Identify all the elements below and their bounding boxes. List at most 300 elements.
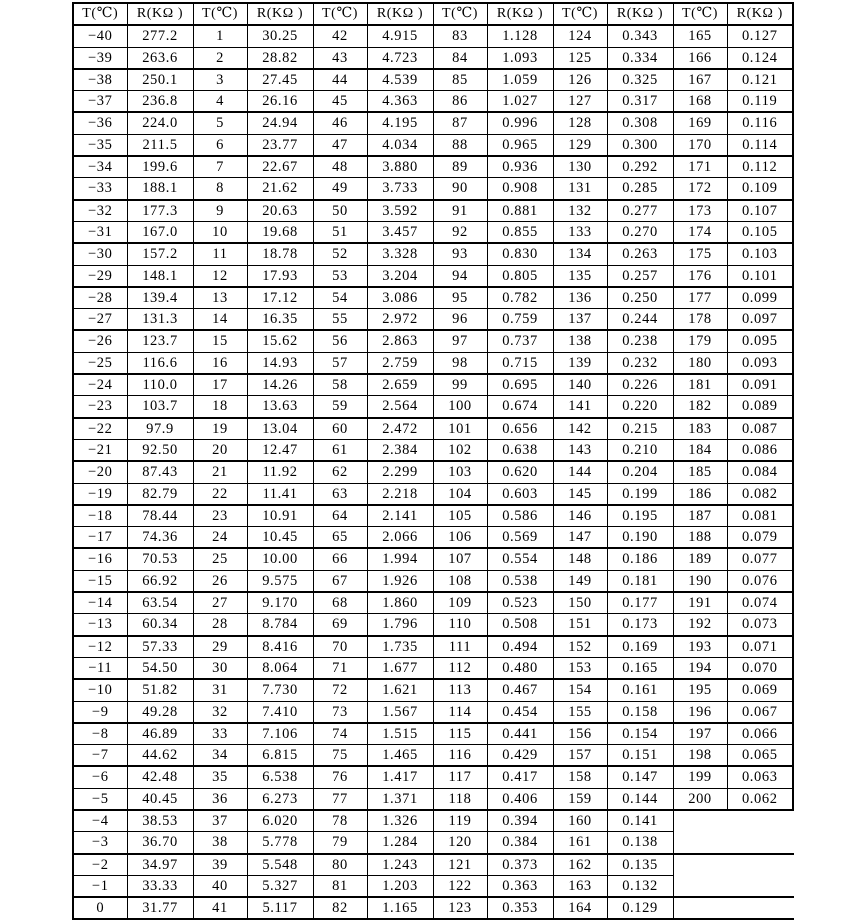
- table-row: [73, 723, 793, 745]
- cell-temperature: [673, 832, 727, 854]
- cell-temperature: 73: [313, 701, 367, 723]
- cell-temperature: 34: [193, 745, 247, 767]
- cell-temperature: 48: [313, 156, 367, 178]
- cell-temperature: 144: [553, 461, 607, 483]
- cell-resistance: 0.215: [607, 418, 673, 440]
- cell-resistance: 0.147: [607, 766, 673, 788]
- cell-resistance: 10.45: [247, 527, 313, 549]
- cell-resistance: 0.538: [487, 570, 553, 592]
- cell-temperature: 65: [313, 527, 367, 549]
- cell-temperature: 156: [553, 723, 607, 745]
- cell-resistance: 0.116: [727, 112, 793, 134]
- cell-resistance: 0.186: [607, 548, 673, 570]
- cell-temperature: 32: [193, 701, 247, 723]
- table-row: [73, 221, 793, 243]
- cell-temperature: 67: [313, 570, 367, 592]
- cell-temperature: 76: [313, 766, 367, 788]
- table-row: [73, 134, 793, 156]
- cell-resistance: 1.093: [487, 47, 553, 69]
- table-row: [73, 832, 793, 854]
- cell-temperature: −6: [73, 766, 127, 788]
- cell-temperature: 1: [193, 25, 247, 47]
- cell-temperature: 99: [433, 374, 487, 396]
- cell-resistance: 224.0: [127, 112, 193, 134]
- table-row: [73, 156, 793, 178]
- cell-resistance: 3.457: [367, 221, 433, 243]
- table-row: [73, 527, 793, 549]
- cell-temperature: −29: [73, 265, 127, 287]
- cell-temperature: 8: [193, 178, 247, 200]
- cell-temperature: 100: [433, 396, 487, 418]
- cell-temperature: 2: [193, 47, 247, 69]
- cell-temperature: 140: [553, 374, 607, 396]
- cell-temperature: [673, 810, 727, 832]
- cell-temperature: −10: [73, 679, 127, 701]
- cell-resistance: 0.181: [607, 570, 673, 592]
- cell-temperature: 33: [193, 723, 247, 745]
- cell-resistance: 2.141: [367, 505, 433, 527]
- cell-resistance: 0.277: [607, 200, 673, 222]
- cell-temperature: [673, 875, 727, 897]
- cell-temperature: 52: [313, 243, 367, 265]
- cell-temperature: 6: [193, 134, 247, 156]
- cell-temperature: 90: [433, 178, 487, 200]
- cell-resistance: 20.63: [247, 200, 313, 222]
- table-row: [73, 766, 793, 788]
- cell-temperature: 135: [553, 265, 607, 287]
- cell-temperature: 14: [193, 309, 247, 331]
- cell-resistance: [727, 810, 793, 832]
- cell-resistance: 63.54: [127, 592, 193, 614]
- cell-temperature: 164: [553, 897, 607, 919]
- table-row: [73, 69, 793, 91]
- column-header-temperature-5: T(℃): [553, 3, 607, 25]
- cell-temperature: 103: [433, 461, 487, 483]
- cell-temperature: 79: [313, 832, 367, 854]
- cell-resistance: 0.285: [607, 178, 673, 200]
- cell-resistance: 0.429: [487, 745, 553, 767]
- cell-resistance: 2.659: [367, 374, 433, 396]
- cell-temperature: 9: [193, 200, 247, 222]
- cell-resistance: 0.073: [727, 614, 793, 636]
- cell-resistance: [727, 897, 793, 919]
- cell-resistance: 1.284: [367, 832, 433, 854]
- cell-temperature: 167: [673, 69, 727, 91]
- cell-resistance: 6.538: [247, 766, 313, 788]
- table-row: [73, 330, 793, 352]
- cell-temperature: 108: [433, 570, 487, 592]
- column-header-temperature-3: T(℃): [313, 3, 367, 25]
- cell-temperature: 88: [433, 134, 487, 156]
- cell-resistance: 0.065: [727, 745, 793, 767]
- cell-resistance: [727, 875, 793, 897]
- cell-temperature: 81: [313, 875, 367, 897]
- cell-temperature: 124: [553, 25, 607, 47]
- table-row: [73, 483, 793, 505]
- cell-temperature: 37: [193, 810, 247, 832]
- cell-temperature: 60: [313, 418, 367, 440]
- cell-resistance: 0.177: [607, 592, 673, 614]
- cell-resistance: 1.165: [367, 897, 433, 919]
- cell-temperature: [673, 854, 727, 876]
- cell-temperature: −4: [73, 810, 127, 832]
- cell-resistance: 28.82: [247, 47, 313, 69]
- cell-temperature: 10: [193, 221, 247, 243]
- cell-resistance: 13.04: [247, 418, 313, 440]
- cell-temperature: −16: [73, 548, 127, 570]
- cell-resistance: 3.592: [367, 200, 433, 222]
- cell-resistance: [727, 832, 793, 854]
- cell-temperature: 165: [673, 25, 727, 47]
- table-header-row: [73, 3, 793, 25]
- cell-resistance: 0.394: [487, 810, 553, 832]
- cell-temperature: 172: [673, 178, 727, 200]
- cell-resistance: 0.195: [607, 505, 673, 527]
- cell-resistance: 0.226: [607, 374, 673, 396]
- cell-resistance: 0.936: [487, 156, 553, 178]
- cell-temperature: 146: [553, 505, 607, 527]
- cell-temperature: 18: [193, 396, 247, 418]
- table-row: [73, 178, 793, 200]
- cell-resistance: 0.343: [607, 25, 673, 47]
- cell-resistance: 2.863: [367, 330, 433, 352]
- cell-resistance: 0.124: [727, 47, 793, 69]
- cell-resistance: 0.656: [487, 418, 553, 440]
- cell-resistance: 19.68: [247, 221, 313, 243]
- cell-temperature: 19: [193, 418, 247, 440]
- column-header-resistance-4: R(KΩ ): [487, 3, 553, 25]
- cell-temperature: 123: [433, 897, 487, 919]
- cell-resistance: 0.129: [607, 897, 673, 919]
- cell-resistance: 116.6: [127, 352, 193, 374]
- cell-resistance: 10.00: [247, 548, 313, 570]
- cell-resistance: 46.89: [127, 723, 193, 745]
- cell-resistance: 0.441: [487, 723, 553, 745]
- cell-temperature: 134: [553, 243, 607, 265]
- cell-resistance: 0.523: [487, 592, 553, 614]
- cell-resistance: 6.815: [247, 745, 313, 767]
- cell-temperature: 119: [433, 810, 487, 832]
- cell-temperature: 131: [553, 178, 607, 200]
- cell-resistance: 6.273: [247, 788, 313, 810]
- cell-temperature: 86: [433, 91, 487, 113]
- cell-resistance: 5.327: [247, 875, 313, 897]
- cell-resistance: 3.880: [367, 156, 433, 178]
- cell-resistance: 3.204: [367, 265, 433, 287]
- cell-resistance: 0.300: [607, 134, 673, 156]
- cell-resistance: 0.103: [727, 243, 793, 265]
- cell-temperature: 62: [313, 461, 367, 483]
- cell-temperature: 38: [193, 832, 247, 854]
- cell-resistance: 7.410: [247, 701, 313, 723]
- cell-resistance: 4.723: [367, 47, 433, 69]
- cell-resistance: 0.151: [607, 745, 673, 767]
- cell-temperature: 137: [553, 309, 607, 331]
- cell-temperature: 29: [193, 636, 247, 658]
- cell-temperature: 105: [433, 505, 487, 527]
- cell-resistance: 30.25: [247, 25, 313, 47]
- cell-resistance: 0.070: [727, 657, 793, 679]
- cell-temperature: 68: [313, 592, 367, 614]
- cell-resistance: 0.996: [487, 112, 553, 134]
- cell-temperature: −28: [73, 287, 127, 309]
- cell-resistance: 199.6: [127, 156, 193, 178]
- cell-temperature: 70: [313, 636, 367, 658]
- cell-resistance: 2.759: [367, 352, 433, 374]
- cell-temperature: 179: [673, 330, 727, 352]
- table-row: [73, 897, 793, 919]
- cell-resistance: 0.334: [607, 47, 673, 69]
- cell-temperature: 22: [193, 483, 247, 505]
- cell-resistance: 14.93: [247, 352, 313, 374]
- cell-resistance: 0.173: [607, 614, 673, 636]
- cell-resistance: 0.603: [487, 483, 553, 505]
- table-row: [73, 701, 793, 723]
- cell-temperature: 190: [673, 570, 727, 592]
- cell-temperature: −19: [73, 483, 127, 505]
- cell-resistance: 0.263: [607, 243, 673, 265]
- cell-resistance: 0.965: [487, 134, 553, 156]
- cell-temperature: 197: [673, 723, 727, 745]
- cell-temperature: 153: [553, 657, 607, 679]
- cell-temperature: −35: [73, 134, 127, 156]
- cell-resistance: 0.569: [487, 527, 553, 549]
- cell-resistance: 2.299: [367, 461, 433, 483]
- cell-temperature: −15: [73, 570, 127, 592]
- column-header-temperature-4: T(℃): [433, 3, 487, 25]
- cell-resistance: 123.7: [127, 330, 193, 352]
- cell-resistance: 15.62: [247, 330, 313, 352]
- cell-resistance: 1.677: [367, 657, 433, 679]
- cell-temperature: −33: [73, 178, 127, 200]
- cell-temperature: 44: [313, 69, 367, 91]
- cell-temperature: −40: [73, 25, 127, 47]
- table-row: [73, 745, 793, 767]
- table-row: [73, 112, 793, 134]
- column-header-temperature-1: T(℃): [73, 3, 127, 25]
- cell-resistance: 0.099: [727, 287, 793, 309]
- cell-resistance: 0.165: [607, 657, 673, 679]
- cell-temperature: 176: [673, 265, 727, 287]
- cell-resistance: 0.620: [487, 461, 553, 483]
- cell-temperature: 194: [673, 657, 727, 679]
- cell-temperature: −31: [73, 221, 127, 243]
- table-row: [73, 657, 793, 679]
- column-header-temperature-6: T(℃): [673, 3, 727, 25]
- cell-resistance: 0.695: [487, 374, 553, 396]
- cell-temperature: −8: [73, 723, 127, 745]
- cell-resistance: 49.28: [127, 701, 193, 723]
- table-row: [73, 374, 793, 396]
- cell-resistance: 0.363: [487, 875, 553, 897]
- cell-resistance: 2.384: [367, 439, 433, 461]
- cell-resistance: 1.417: [367, 766, 433, 788]
- cell-temperature: −39: [73, 47, 127, 69]
- cell-temperature: 27: [193, 592, 247, 614]
- table-row: [73, 636, 793, 658]
- table-row: [73, 505, 793, 527]
- cell-temperature: −12: [73, 636, 127, 658]
- cell-resistance: 0.554: [487, 548, 553, 570]
- cell-temperature: −3: [73, 832, 127, 854]
- cell-temperature: 162: [553, 854, 607, 876]
- cell-temperature: 3: [193, 69, 247, 91]
- cell-temperature: 155: [553, 701, 607, 723]
- cell-resistance: 110.0: [127, 374, 193, 396]
- cell-resistance: 0.454: [487, 701, 553, 723]
- cell-resistance: [727, 854, 793, 876]
- cell-resistance: 0.135: [607, 854, 673, 876]
- cell-resistance: 0.084: [727, 461, 793, 483]
- cell-temperature: 93: [433, 243, 487, 265]
- cell-resistance: 157.2: [127, 243, 193, 265]
- cell-temperature: 195: [673, 679, 727, 701]
- cell-temperature: 53: [313, 265, 367, 287]
- cell-resistance: 0.079: [727, 527, 793, 549]
- cell-temperature: −23: [73, 396, 127, 418]
- cell-resistance: 11.92: [247, 461, 313, 483]
- cell-temperature: 28: [193, 614, 247, 636]
- cell-resistance: 0.715: [487, 352, 553, 374]
- cell-temperature: 104: [433, 483, 487, 505]
- cell-resistance: 7.730: [247, 679, 313, 701]
- cell-temperature: 198: [673, 745, 727, 767]
- column-header-resistance-6: R(KΩ ): [727, 3, 793, 25]
- cell-temperature: 171: [673, 156, 727, 178]
- cell-resistance: 0.480: [487, 657, 553, 679]
- cell-temperature: 85: [433, 69, 487, 91]
- cell-temperature: 132: [553, 200, 607, 222]
- cell-resistance: 38.53: [127, 810, 193, 832]
- cell-resistance: 8.416: [247, 636, 313, 658]
- cell-resistance: 1.796: [367, 614, 433, 636]
- cell-temperature: 66: [313, 548, 367, 570]
- cell-resistance: 27.45: [247, 69, 313, 91]
- cell-temperature: 42: [313, 25, 367, 47]
- cell-resistance: 4.363: [367, 91, 433, 113]
- cell-resistance: 0.063: [727, 766, 793, 788]
- cell-resistance: 0.384: [487, 832, 553, 854]
- cell-resistance: 36.70: [127, 832, 193, 854]
- cell-temperature: 35: [193, 766, 247, 788]
- cell-resistance: 16.35: [247, 309, 313, 331]
- cell-temperature: 145: [553, 483, 607, 505]
- cell-temperature: 87: [433, 112, 487, 134]
- cell-temperature: 120: [433, 832, 487, 854]
- cell-temperature: 118: [433, 788, 487, 810]
- cell-temperature: 51: [313, 221, 367, 243]
- cell-temperature: 199: [673, 766, 727, 788]
- cell-temperature: 182: [673, 396, 727, 418]
- cell-temperature: 151: [553, 614, 607, 636]
- table-row: [73, 309, 793, 331]
- cell-resistance: 34.97: [127, 854, 193, 876]
- table-row: [73, 265, 793, 287]
- cell-resistance: 17.12: [247, 287, 313, 309]
- cell-resistance: 8.784: [247, 614, 313, 636]
- cell-temperature: −5: [73, 788, 127, 810]
- cell-temperature: 114: [433, 701, 487, 723]
- cell-resistance: 0.508: [487, 614, 553, 636]
- cell-resistance: 0.467: [487, 679, 553, 701]
- cell-temperature: 55: [313, 309, 367, 331]
- cell-resistance: 4.539: [367, 69, 433, 91]
- cell-temperature: 166: [673, 47, 727, 69]
- column-header-resistance-1: R(KΩ ): [127, 3, 193, 25]
- cell-temperature: 184: [673, 439, 727, 461]
- cell-resistance: 0.270: [607, 221, 673, 243]
- cell-resistance: 0.308: [607, 112, 673, 134]
- resistance-temperature-table: [72, 2, 794, 920]
- cell-temperature: −30: [73, 243, 127, 265]
- cell-temperature: 122: [433, 875, 487, 897]
- cell-resistance: 1.128: [487, 25, 553, 47]
- cell-temperature: 178: [673, 309, 727, 331]
- cell-temperature: 112: [433, 657, 487, 679]
- cell-resistance: 211.5: [127, 134, 193, 156]
- cell-resistance: 148.1: [127, 265, 193, 287]
- cell-temperature: 0: [73, 897, 127, 919]
- cell-temperature: 130: [553, 156, 607, 178]
- cell-temperature: 72: [313, 679, 367, 701]
- cell-temperature: 49: [313, 178, 367, 200]
- cell-resistance: 0.071: [727, 636, 793, 658]
- cell-resistance: 8.064: [247, 657, 313, 679]
- cell-resistance: 1.926: [367, 570, 433, 592]
- cell-resistance: 0.417: [487, 766, 553, 788]
- cell-resistance: 1.860: [367, 592, 433, 614]
- cell-temperature: 125: [553, 47, 607, 69]
- cell-temperature: 173: [673, 200, 727, 222]
- cell-resistance: 2.066: [367, 527, 433, 549]
- column-header-resistance-5: R(KΩ ): [607, 3, 673, 25]
- cell-temperature: 121: [433, 854, 487, 876]
- cell-resistance: 0.638: [487, 439, 553, 461]
- table-row: [73, 47, 793, 69]
- cell-resistance: 0.082: [727, 483, 793, 505]
- cell-temperature: 46: [313, 112, 367, 134]
- cell-resistance: 0.244: [607, 309, 673, 331]
- cell-resistance: 40.45: [127, 788, 193, 810]
- cell-resistance: 78.44: [127, 505, 193, 527]
- cell-resistance: 60.34: [127, 614, 193, 636]
- cell-temperature: 47: [313, 134, 367, 156]
- cell-temperature: 109: [433, 592, 487, 614]
- cell-resistance: 3.733: [367, 178, 433, 200]
- cell-temperature: 41: [193, 897, 247, 919]
- cell-resistance: 0.144: [607, 788, 673, 810]
- cell-resistance: 177.3: [127, 200, 193, 222]
- cell-resistance: 0.089: [727, 396, 793, 418]
- table-row: [73, 461, 793, 483]
- cell-resistance: 0.373: [487, 854, 553, 876]
- cell-temperature: −37: [73, 91, 127, 113]
- cell-temperature: 97: [433, 330, 487, 352]
- cell-temperature: 148: [553, 548, 607, 570]
- cell-resistance: 0.127: [727, 25, 793, 47]
- cell-resistance: 51.82: [127, 679, 193, 701]
- cell-resistance: 1.567: [367, 701, 433, 723]
- cell-resistance: 4.195: [367, 112, 433, 134]
- cell-resistance: 5.548: [247, 854, 313, 876]
- cell-temperature: 63: [313, 483, 367, 505]
- cell-temperature: 12: [193, 265, 247, 287]
- cell-temperature: 187: [673, 505, 727, 527]
- cell-temperature: 147: [553, 527, 607, 549]
- cell-temperature: 128: [553, 112, 607, 134]
- cell-resistance: 0.077: [727, 548, 793, 570]
- column-header-resistance-2: R(KΩ ): [247, 3, 313, 25]
